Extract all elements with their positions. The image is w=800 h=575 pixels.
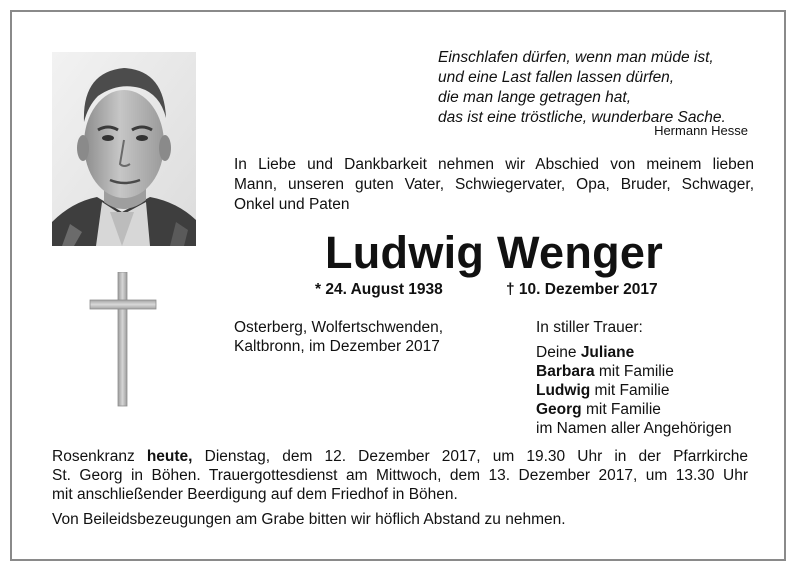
mourners-heading: In stiller Trauer: [536, 319, 643, 336]
service-info [52, 447, 748, 504]
mourner-row [536, 343, 732, 362]
poem-line: die man lange getragen hat, [438, 89, 632, 106]
mourners-list [536, 318, 732, 438]
mourner-suffix: mit Familie [594, 363, 674, 380]
mourner-row [536, 362, 732, 381]
portrait-photo [52, 52, 196, 246]
intro-text [234, 155, 754, 215]
mourner-row [536, 400, 732, 419]
cross-icon [88, 272, 158, 408]
poem-line: Einschlafen dürfen, wenn man müde ist, [438, 49, 714, 66]
death-date: † 10. Dezember 2017 [506, 281, 658, 298]
mourner-name: Georg [536, 401, 582, 418]
service-line: St. Georg in Böhen. Trauergottesdienst am Mittwoch, dem 13. Dezember 2017, um 13.30 Uhr [52, 467, 748, 484]
poem [438, 48, 748, 128]
closing-note: Von Beileidsbezeugungen am Grabe bitten wir höflich Abstand zu nehmen. [52, 511, 566, 528]
poem-line: und eine Last fallen lassen dürfen, [438, 69, 675, 86]
birth-date: * 24. August 1938 [315, 281, 443, 298]
service-highlight: heute, [146, 448, 193, 465]
mourner-name: Barbara [536, 363, 595, 380]
mourner-suffix: mit Familie [581, 401, 661, 418]
service-line: mit anschließender Beerdigung auf dem Friedhof in Böhen. [52, 486, 458, 503]
poem-author: Hermann Hesse [654, 123, 748, 138]
place-date [234, 318, 443, 356]
intro-line: In Liebe und Dankbarkeit nehmen wir Abschied von meinem lieben [234, 156, 754, 173]
mourner-suffix: mit Familie [590, 382, 670, 399]
intro-line: Onkel und Paten [234, 196, 350, 213]
place-line: Osterberg, Wolfertschwenden, [234, 319, 444, 336]
place-line: Kaltbronn, im Dezember 2017 [234, 338, 440, 355]
deceased-name: Ludwig Wenger [324, 227, 664, 278]
mourner-row [536, 381, 732, 400]
mourner-prefix: im Namen aller Angehörigen [536, 420, 732, 437]
service-text: Dienstag, dem 12. Dezember 2017, um 19.30 Uhr in der Pfarrkirche [192, 448, 748, 465]
mourner-prefix: Deine [536, 344, 581, 361]
service-text: Rosenkranz [52, 448, 147, 465]
service-line [52, 447, 748, 466]
intro-line: Mann, unseren guten Vater, Schwiegervater, Opa, Bruder, Schwager, [234, 176, 754, 193]
mourner-row [536, 419, 732, 438]
mourner-name: Juliane [580, 344, 635, 361]
poem-line: das ist eine tröstliche, wunderbare Sache. [438, 109, 726, 126]
mourner-name: Ludwig [536, 382, 591, 399]
